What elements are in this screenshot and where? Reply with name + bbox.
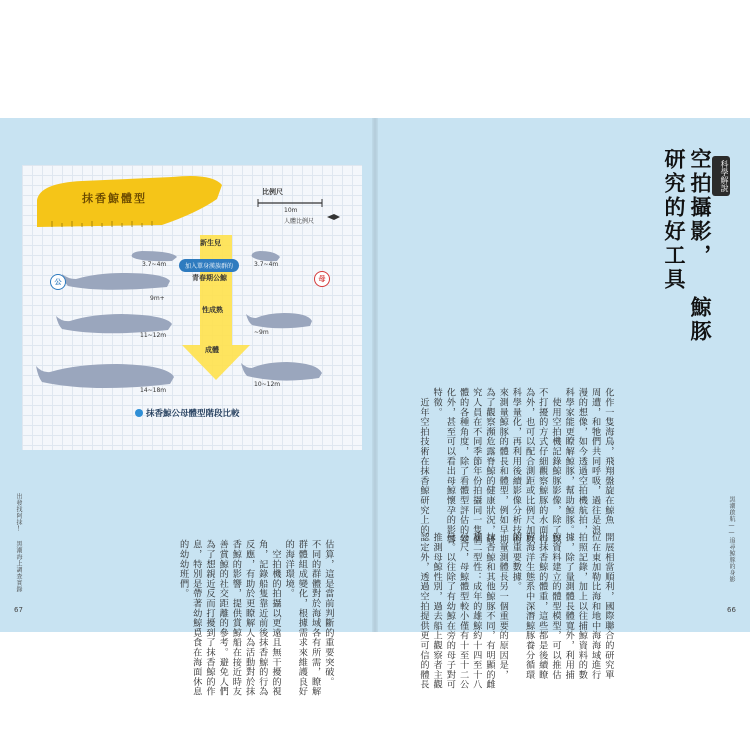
caption-bullet-icon — [135, 409, 143, 417]
right-col: 解海洋生態系中深潛鯨豚養分循環 — [523, 532, 535, 680]
stage-adult: 性成熟 — [202, 306, 223, 314]
whale-female-mature — [241, 362, 322, 381]
scale-value: 10m — [284, 207, 298, 214]
stage-join-pill: 加入單身漢族群的 — [179, 259, 239, 272]
title-line: 鯨豚研究的好工具 — [662, 148, 713, 344]
whale-male-newborn — [132, 251, 177, 261]
right-col: 出抹香鯨的體重，這些都是後續瞭 — [536, 532, 548, 680]
right-col: 究人員在不同季節年份拍攝同一隻個 — [470, 387, 482, 545]
right-col: 特徵。 — [431, 387, 443, 418]
right-col: 為外，也可以配合測距或比例尺加以 — [523, 387, 535, 545]
whale-male-mature — [36, 364, 174, 388]
stage-youth: 青春期公鯨 — [192, 274, 227, 282]
left-col: 角，記錄船隻靠近前後抹香鯨的行為 — [256, 539, 268, 697]
left-col: 的海洋環境。 — [283, 539, 295, 599]
left-col: 善賞鯨的社交距離的參考。避免人們 — [217, 539, 229, 697]
size-female-adult: ~9m — [254, 329, 269, 336]
right-col: 量測體長另一個重要的原因是， — [497, 532, 509, 680]
right-col: 為了觀察瀕危露脊鯨的健康狀況，研 — [483, 387, 495, 545]
right-col: 認定外，透過空拍提供更可信的體長 — [417, 532, 429, 690]
left-col: 香鯨的影響，提供賞鯨船在接近時友 — [230, 539, 242, 697]
left-page-number: 67 — [14, 606, 23, 614]
right-col: 來測量鯨豚的體長和體型，例如早期 — [497, 387, 509, 545]
left-running-header: 出發找阿抹! 黑潮海上調查實錄 — [15, 493, 22, 593]
left-col: 空拍機的拍攝以更遠且無干擾的視 — [269, 539, 281, 697]
right-col: 化外，甚至可以看出母鯨懷孕的影響 — [444, 387, 456, 545]
right-col: 化作一隻海鳥，飛翔盤旋在鯨魚 — [602, 387, 614, 525]
right-page-number: 66 — [727, 606, 736, 614]
scale-label: 比例尺 — [262, 188, 283, 196]
left-col: 息，特別是帶著幼鯨覓食在海面休息 — [190, 539, 202, 697]
right-col: 科學量化，再利用後續影像分析技術 — [510, 387, 522, 545]
right-body-text-lower — [417, 463, 628, 690]
female-symbol: 母 — [314, 271, 330, 287]
left-col: 不同的群體對於海域各有所需，瞭解 — [309, 539, 321, 697]
human-scale-icon — [327, 214, 340, 220]
left-body-text — [148, 470, 348, 697]
left-col: 反應，有助於更瞭解人為活動對於抹 — [243, 539, 255, 697]
right-col: 的重要數據。 — [510, 532, 522, 592]
right-col: 尺。以往除了有幼鯨在旁的母子對可 — [444, 532, 456, 690]
title-line: 空拍攝影， — [688, 148, 713, 268]
right-col: 周遭，和牠們共同呼吸，過往是浪 — [589, 387, 601, 535]
right-col: 推測母鯨性別，過去船上觀察者主觀 — [431, 532, 443, 690]
left-col: 為了想親近反而打擾到了抹香鯨的作 — [203, 539, 215, 697]
right-col: 拍照記錄，加上以往捕鯨資料的數 — [576, 532, 588, 680]
left-col: 群體組成變化，根據需求來維護良好 — [296, 539, 308, 697]
right-col: 漫的想像，如今透過空拍機航拍， — [576, 387, 588, 535]
left-col: 估算，這是當前判斷的重要突破。 — [322, 539, 334, 687]
size-female-newborn: 3.7~4m — [254, 261, 279, 268]
stage-mature: 成體 — [205, 346, 219, 354]
right-col: 鯨資料建立的體型模型，可以推估 — [549, 532, 561, 680]
right-col: 開展相當順利，國際聯合的研究單 — [602, 532, 614, 680]
left-page — [0, 118, 375, 697]
size-male-mature: 14~18m — [140, 387, 167, 394]
right-col: 雄二型性：成年的雄鯨約十四至十八 — [470, 532, 482, 690]
diagram-title: 抹香鯨體型 — [82, 192, 147, 205]
right-col: 科學家能更瞭解鯨豚，幫助鯨豚。 — [563, 387, 575, 535]
right-col: 抹香鯨和其他鯨豚不同，有明顯的雌 — [483, 532, 495, 690]
male-symbol: 公 — [50, 274, 66, 290]
size-male-youth: 9m+ — [150, 295, 165, 302]
right-col: 位在東加勒比海和地中海海域進行 — [589, 532, 601, 680]
whale-male-youth — [62, 273, 170, 290]
right-col: 公尺，母鯨體型較小僅有十至十二公 — [457, 532, 469, 690]
article-title — [663, 148, 713, 348]
right-col: 據，除了量測體長體寬外，利用捕 — [563, 532, 575, 680]
whale-female-adult — [246, 313, 312, 328]
right-page — [375, 118, 750, 690]
right-running-header: 黑潮啟航——追尋鯨豚的身影 — [728, 496, 735, 583]
whale-female-newborn — [252, 251, 280, 261]
book-spread — [0, 118, 750, 697]
right-col: 使用空拍機記錄鯨豚影像，除了以 — [549, 387, 561, 545]
right-col: 近年空拍技術在抹香鯨研究上的 — [417, 387, 429, 535]
size-female-mature: 10~12m — [254, 381, 281, 388]
right-col: 體的各種角度，除了看體型評估的變 — [457, 387, 469, 545]
section-tag: 科學解說 — [712, 156, 730, 196]
human-scale-label: 人體比例尺 — [284, 218, 315, 225]
right-body-text-upper — [417, 318, 628, 545]
size-male-newborn: 3.7~4m — [142, 261, 167, 268]
size-male-adult: 11~12m — [140, 332, 167, 339]
stage-newborn: 新生兒 — [200, 239, 221, 247]
left-col: 的幼幼班們。 — [177, 539, 189, 599]
right-col: 不打擾的方式仔細觀察鯨豚的水面行 — [536, 387, 548, 545]
whale-male-adult — [56, 314, 172, 333]
diagram-caption: 抹香鯨公母體型階段比較 — [146, 409, 240, 419]
